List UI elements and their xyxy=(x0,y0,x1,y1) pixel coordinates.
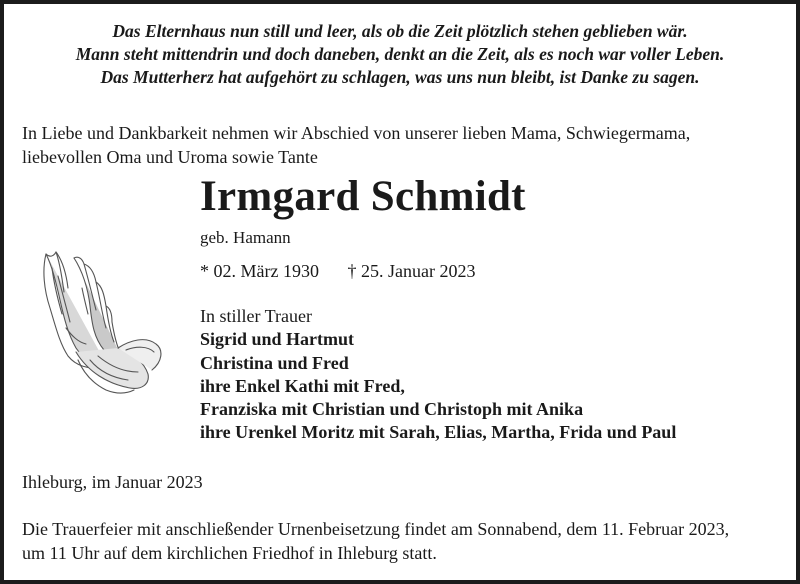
funeral-line: Die Trauerfeier mit anschließender Urnenbeisetzung findet am Sonnabend, dem 11. Februar 2023, xyxy=(22,519,730,539)
poem-line: Das Elternhaus nun still und leer, als ob die Zeit plötzlich stehen geblieben wär. xyxy=(112,21,688,41)
intro-text xyxy=(22,121,792,169)
praying-hands-icon xyxy=(38,248,168,398)
mourner-line: ihre Enkel Kathi mit Fred, xyxy=(200,375,405,396)
birth-name: geb. Hamann xyxy=(200,228,291,247)
mourner-line: Franziska mit Christian und Christoph mit Anika xyxy=(200,399,584,420)
deceased-name: Irmgard Schmidt xyxy=(200,173,526,220)
intro-line: liebevollen Oma und Uroma sowie Tante xyxy=(22,147,318,167)
mourner-line: Sigrid und Hartmut xyxy=(200,329,355,350)
place-date: Ihleburg, im Januar 2023 xyxy=(22,472,203,492)
poem-line: Das Mutterherz hat aufgehört zu schlagen, was uns nun bleibt, ist Danke zu sagen. xyxy=(100,67,700,87)
birth-date: * 02. März 1930 xyxy=(200,261,319,281)
intro-line: In Liebe und Dankbarkeit nehmen wir Abschied von unserer lieben Mama, Schwiegermama, xyxy=(22,123,691,143)
funeral-notice xyxy=(22,517,792,565)
mourning-heading: In stiller Trauer xyxy=(200,306,312,326)
death-date: † 25. Januar 2023 xyxy=(347,261,476,281)
mourner-line: Christina und Fred xyxy=(200,352,349,373)
poem xyxy=(8,20,792,89)
life-dates xyxy=(200,261,475,282)
mourner-line: ihre Urenkel Moritz mit Sarah, Elias, Martha, Frida und Paul xyxy=(200,422,677,443)
funeral-line: um 11 Uhr auf dem kirchlichen Friedhof in Ihleburg statt. xyxy=(22,543,437,563)
poem-line: Mann steht mittendrin und doch daneben, denkt an die Zeit, als es noch war voller Leben. xyxy=(75,44,725,64)
mourners-list xyxy=(200,305,676,445)
